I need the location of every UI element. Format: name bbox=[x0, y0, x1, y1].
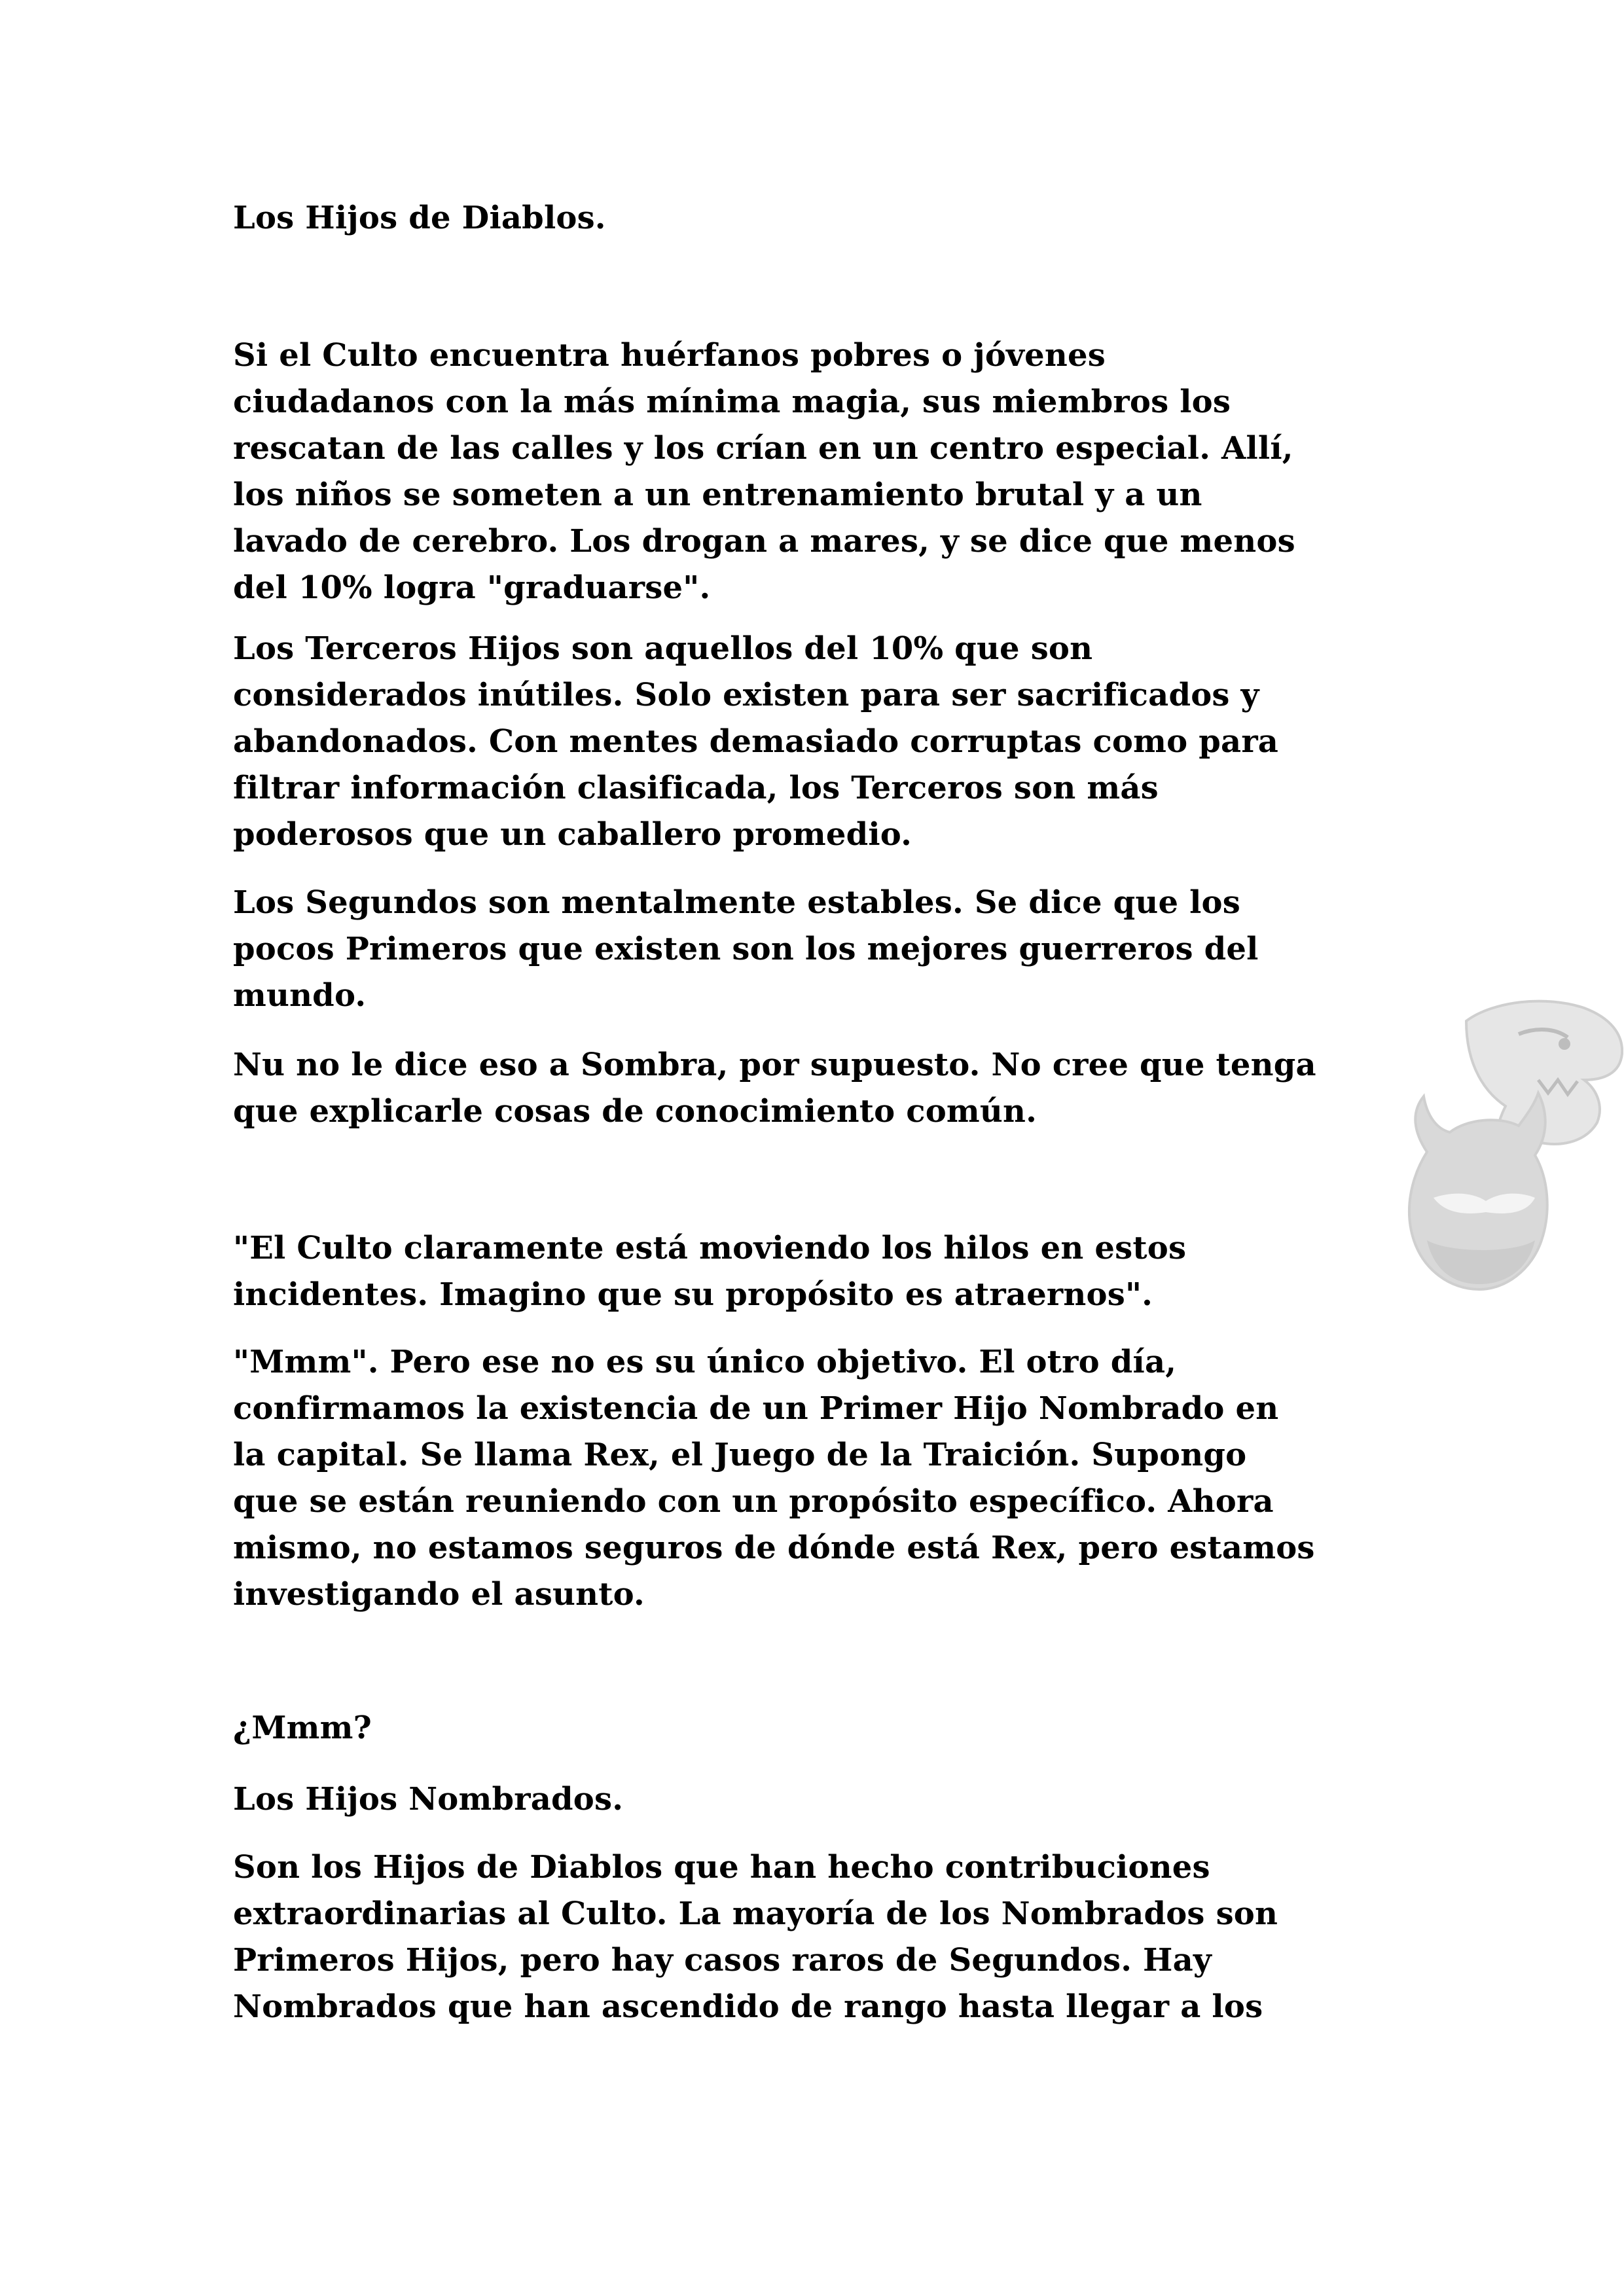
text-line: pocos Primeros que existen son los mejores guerreros del bbox=[233, 931, 1259, 967]
text-line: "El Culto claramente está moviendo los hilos en estos bbox=[233, 1230, 1187, 1266]
text-line: "Mmm". Pero ese no es su único objetivo. El otro día, bbox=[233, 1344, 1177, 1380]
text-line: Son los Hijos de Diablos que han hecho contribuciones bbox=[233, 1849, 1210, 1886]
paragraph-5 bbox=[233, 1225, 1405, 1318]
text-line: incidentes. Imagino que su propósito es atraernos". bbox=[233, 1276, 1153, 1313]
text-line: que se están reuniendo con un propósito específico. Ahora bbox=[233, 1483, 1274, 1520]
text-line: abandonados. Con mentes demasiado corruptas como para bbox=[233, 723, 1279, 760]
text-line: del 10% logra "graduarse". bbox=[233, 569, 711, 606]
paragraph-8 bbox=[233, 1776, 1405, 1823]
text-line: mismo, no estamos seguros de dónde está Rex, pero estamos bbox=[233, 1530, 1315, 1566]
paragraph-2 bbox=[233, 626, 1405, 858]
title-line: Los Hijos de Diablos. bbox=[233, 200, 606, 236]
text-line: rescatan de las calles y los crían en un centro especial. Allí, bbox=[233, 430, 1293, 467]
text-line: la capital. Se llama Rex, el Juego de la Traición. Supongo bbox=[233, 1437, 1247, 1473]
text-line: mundo. bbox=[233, 977, 367, 1014]
paragraph-3 bbox=[233, 880, 1405, 1019]
document-title-block bbox=[233, 195, 1405, 242]
paragraph-9 bbox=[233, 1844, 1405, 2030]
text-line: considerados inútiles. Solo existen para ser sacrificados y bbox=[233, 677, 1259, 713]
text-line: Nombrados que han ascendido de rango hasta llegar a los bbox=[233, 1988, 1263, 2025]
text-line: extraordinarias al Culto. La mayoría de los Nombrados son bbox=[233, 1895, 1278, 1932]
text-line: investigando el asunto. bbox=[233, 1576, 645, 1613]
paragraph-6 bbox=[233, 1339, 1405, 1618]
paragraph-7 bbox=[233, 1705, 1405, 1751]
paragraph-4 bbox=[233, 1042, 1405, 1135]
text-line: Nu no le dice eso a Sombra, por supuesto. No cree que tenga bbox=[233, 1047, 1316, 1083]
paragraph-1 bbox=[233, 332, 1405, 611]
text-line: confirmamos la existencia de un Primer Hijo Nombrado en bbox=[233, 1390, 1279, 1427]
text-line: lavado de cerebro. Los drogan a mares, y se dice que menos bbox=[233, 523, 1295, 560]
text-line: los niños se someten a un entrenamiento brutal y a un bbox=[233, 476, 1202, 513]
text-line: poderosos que un caballero promedio. bbox=[233, 816, 912, 853]
document-title bbox=[233, 195, 1405, 242]
text-line: Los Hijos Nombrados. bbox=[233, 1781, 624, 1818]
text-line: Los Terceros Hijos son aquellos del 10% que son bbox=[233, 630, 1093, 667]
text-line: ciudadanos con la más mínima magia, sus miembros los bbox=[233, 384, 1231, 420]
text-line: Los Segundos son mentalmente estables. Se dice que los bbox=[233, 884, 1240, 921]
text-line: Si el Culto encuentra huérfanos pobres o jóvenes bbox=[233, 337, 1106, 374]
text-line: ¿Mmm? bbox=[233, 1710, 372, 1746]
dinosaur-and-masked-head-logo-icon bbox=[1388, 982, 1623, 1309]
text-line: filtrar información clasificada, los Terceros son más bbox=[233, 770, 1159, 806]
text-line: Primeros Hijos, pero hay casos raros de Segundos. Hay bbox=[233, 1942, 1212, 1979]
text-line: que explicarle cosas de conocimiento común. bbox=[233, 1093, 1038, 1130]
